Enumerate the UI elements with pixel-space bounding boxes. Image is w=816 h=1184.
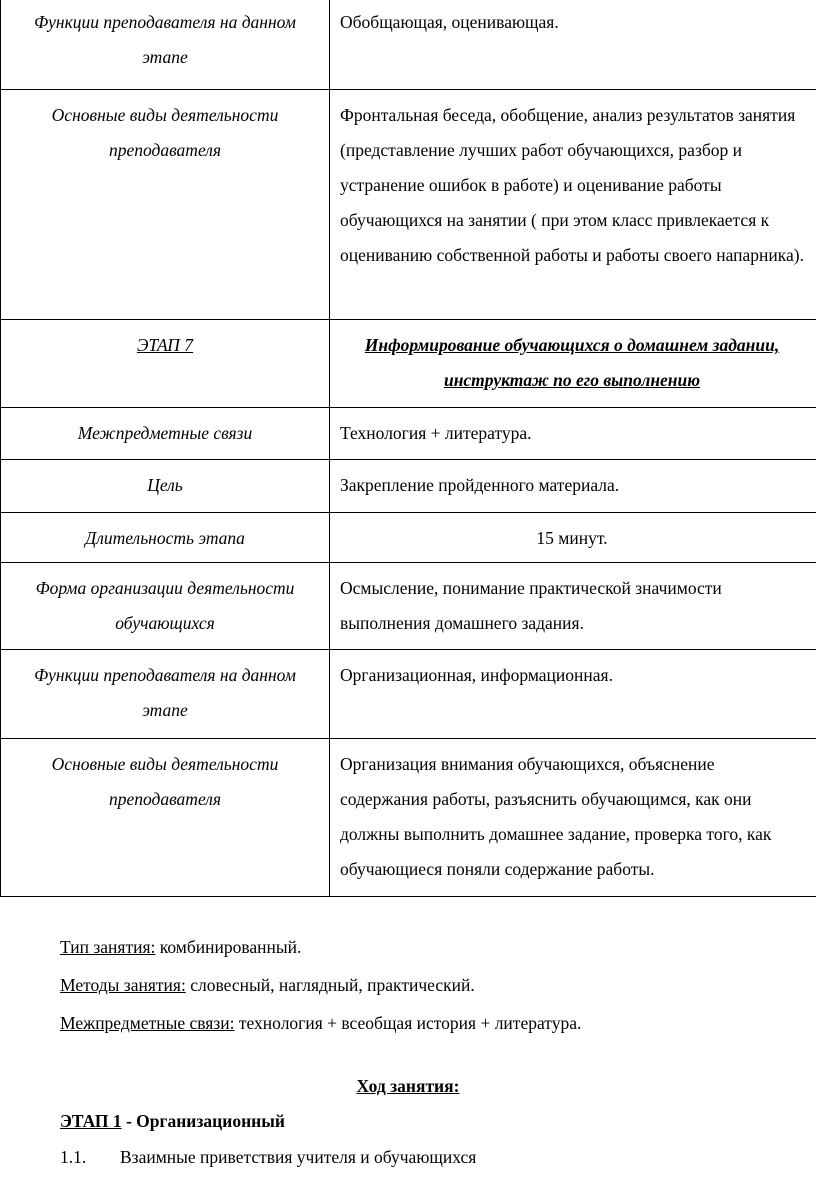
row-label: Основные виды деятельности преподавателя <box>1 90 330 320</box>
list-item-number: 1.1. <box>60 1147 87 1167</box>
lesson-info <box>60 928 581 1042</box>
row-value: Обобщающая, оценивающая. <box>330 0 816 90</box>
row-value: 15 минут. <box>330 513 816 563</box>
row-label: Межпредметные связи <box>1 408 330 460</box>
row-value: Фронтальная беседа, обобщение, анализ результатов занятия (представление лучших работ обучающихся, разбор и устранение ошибок в работе) и оценивание работы обучающихся на занятии ( при этом класс привлекается к оцениванию собственной работы и работы своего напарника). <box>330 90 816 320</box>
lesson-type-line <box>60 928 581 966</box>
row-value: Организационная, информационная. <box>330 650 816 739</box>
table-row <box>1 563 816 650</box>
lesson-type-label: Тип занятия: <box>60 937 156 957</box>
lesson-type-value: комбинированный. <box>155 937 302 957</box>
row-label: Функции преподавателя на данном этапе <box>1 0 330 90</box>
row-value: Закрепление пройденного материала. <box>330 460 816 513</box>
table-row <box>1 739 816 897</box>
stage-label: ЭТАП 7 <box>1 320 330 408</box>
stage-1-title: - Организационный <box>121 1111 286 1131</box>
row-label: Цель <box>1 460 330 513</box>
interdisciplinary-links-label: Межпредметные связи: <box>60 1013 235 1033</box>
table-row <box>1 320 816 408</box>
lesson-methods-label: Методы занятия: <box>60 975 186 995</box>
row-label: Функции преподавателя на данном этапе <box>1 650 330 739</box>
row-value: Осмысление, понимание практической значимости выполнения домашнего задания. <box>330 563 816 650</box>
list-item <box>60 1147 476 1168</box>
stage-title: Информирование обучающихся о домашнем задании, инструктаж по его выполнению <box>330 320 816 408</box>
table-row <box>1 650 816 739</box>
stage-1-heading <box>60 1111 285 1132</box>
row-label: Длительность этапа <box>1 513 330 563</box>
table-row <box>1 460 816 513</box>
stage-1-label: ЭТАП 1 <box>60 1111 122 1131</box>
lesson-methods-value: словесный, наглядный, практический. <box>185 975 475 995</box>
table-row <box>1 90 816 320</box>
row-value: Технология + литература. <box>330 408 816 460</box>
lesson-course-heading: Ход занятия: <box>356 1076 460 1096</box>
row-value: Организация внимания обучающихся, объяснение содержания работы, разъяснить обучающимся, как они должны выполнить домашнее задание, проверка того, как обучающиеся поняли содержание работы. <box>330 739 816 897</box>
interdisciplinary-links-value: технология + всеобщая история + литература. <box>234 1013 582 1033</box>
list-item-text: Взаимные приветствия учителя и обучающихся <box>120 1147 477 1167</box>
table-row <box>1 513 816 563</box>
row-label: Форма организации деятельности обучающихся <box>1 563 330 650</box>
row-label: Основные виды деятельности преподавателя <box>1 739 330 897</box>
lesson-methods-line <box>60 966 581 1004</box>
interdisciplinary-links-line <box>60 1004 581 1042</box>
table-row <box>1 408 816 460</box>
table-row <box>1 0 816 90</box>
